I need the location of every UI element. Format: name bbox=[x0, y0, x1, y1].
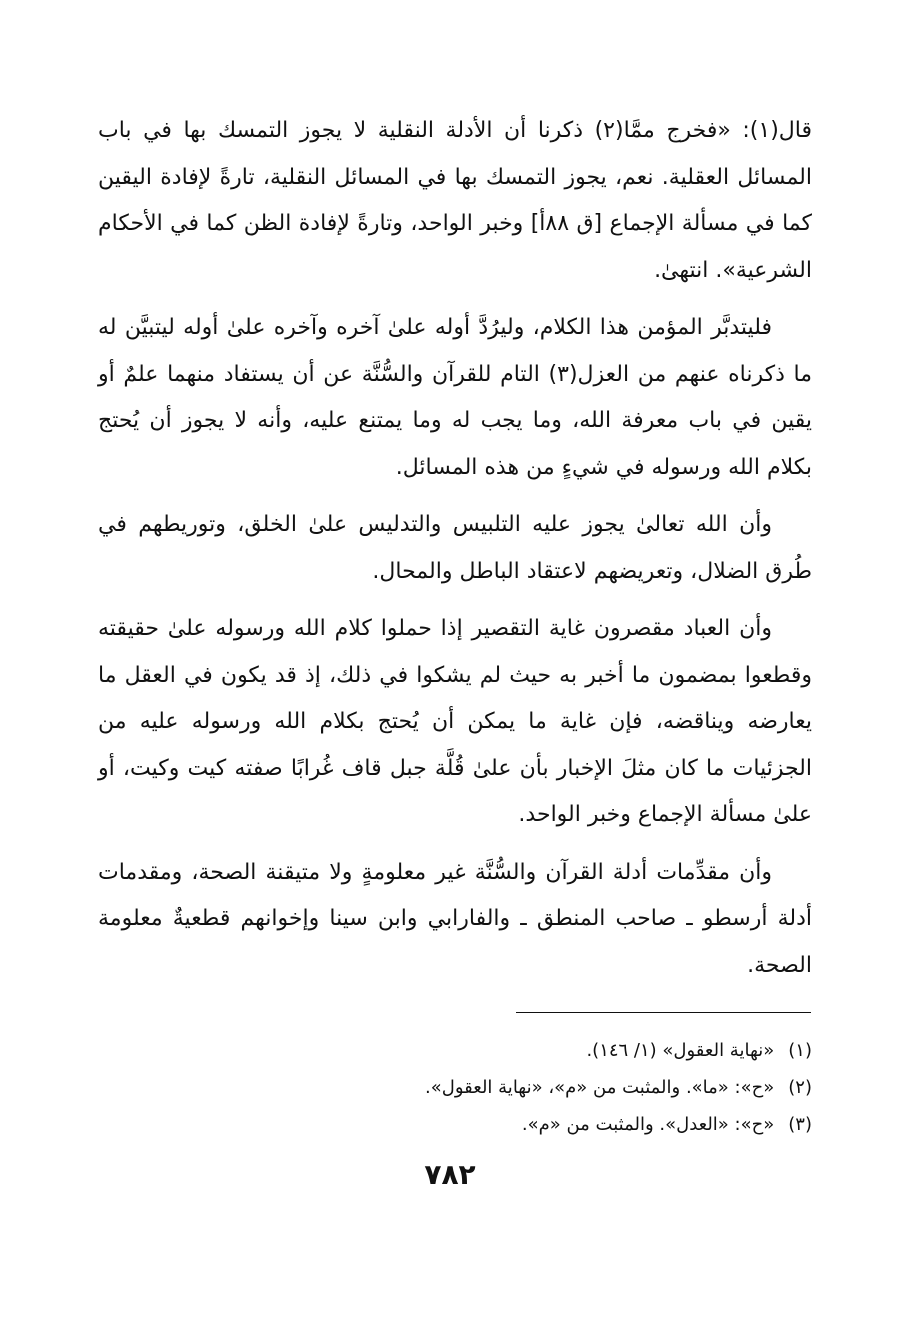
footnote-number: (١) bbox=[788, 1040, 812, 1061]
page-number: ٧٨٢ bbox=[424, 1158, 476, 1191]
footnote-1 bbox=[300, 1032, 812, 1069]
footnote-divider bbox=[516, 1012, 811, 1013]
paragraph-3: وأن الله تعالىٰ يجوز عليه التلبيس والتدليس علىٰ الخلق، وتوريطهم في طُرق الضلال، وتعريضهم لاعتقاد الباطل والمحال. bbox=[98, 512, 812, 584]
footnote-number: (٢) bbox=[788, 1077, 812, 1098]
footnote-text: «ح»: «ما». والمثبت من «م»، «نهاية العقول». bbox=[425, 1077, 775, 1098]
paragraph-2: فليتدبَّر المؤمن هذا الكلام، وليرُدَّ أوله علىٰ آخره وآخره علىٰ أوله ليتبيَّن له ما ذكرناه عنهم من العزل(٣) التام للقرآن والسُّنَّة عن أن يستفاد منهما علمٌ أو يقين في باب معرفة الله، وما يجب له وما يمتنع عليه، وأنه لا يجوز أن يُحتج بكلام الله ورسوله في شيءٍ من هذه المسائل. bbox=[98, 315, 812, 480]
paragraph-1: قال(١): «فخرج ممَّا(٢) ذكرنا أن الأدلة النقلية لا يجوز التمسك بها في باب المسائل العقلية. نعم، يجوز التمسك بها في المسائل النقلية، تارةً لإفادة اليقين كما في مسألة الإجماع [ق ٨٨أ] وخبر الواحد، وتارةً لإفادة الظن كما في الأحكام الشرعية». انتهىٰ. bbox=[98, 118, 812, 283]
footnote-number: (٣) bbox=[788, 1114, 812, 1135]
paragraph-5: وأن مقدِّمات أدلة القرآن والسُّنَّة غير معلومةٍ ولا متيقنة الصحة، ومقدمات أدلة أرسطو ـ صاحب المنطق ـ والفارابي وابن سينا وإخوانهم قطعيةٌ معلومة الصحة. bbox=[98, 859, 812, 978]
footnote-text: «نهاية العقول» (١/ ١٤٦). bbox=[586, 1040, 775, 1061]
footnote-3 bbox=[300, 1106, 812, 1143]
main-text bbox=[98, 108, 812, 1000]
paragraph-4: وأن العباد مقصرون غاية التقصير إذا حملوا كلام الله ورسوله علىٰ حقيقته وقطعوا بمضمون ما أخبر به حيث لم يشكوا في ذلك، إذ قد يكون في العقل ما يعارضه ويناقضه، فإن غاية ما يمكن أن يُحتج بكلام الله ورسوله عليه من الجزئيات ما كان مثلَ الإخبار بأن علىٰ قُلَّة جبل قاف غُرابًا صفته كيت وكيت، أو علىٰ مسألة الإجماع وخبر الواحد. bbox=[98, 616, 812, 827]
footnote-2 bbox=[300, 1069, 812, 1106]
footnotes bbox=[300, 1032, 812, 1143]
footnote-text: «ح»: «العدل». والمثبت من «م». bbox=[521, 1114, 775, 1135]
